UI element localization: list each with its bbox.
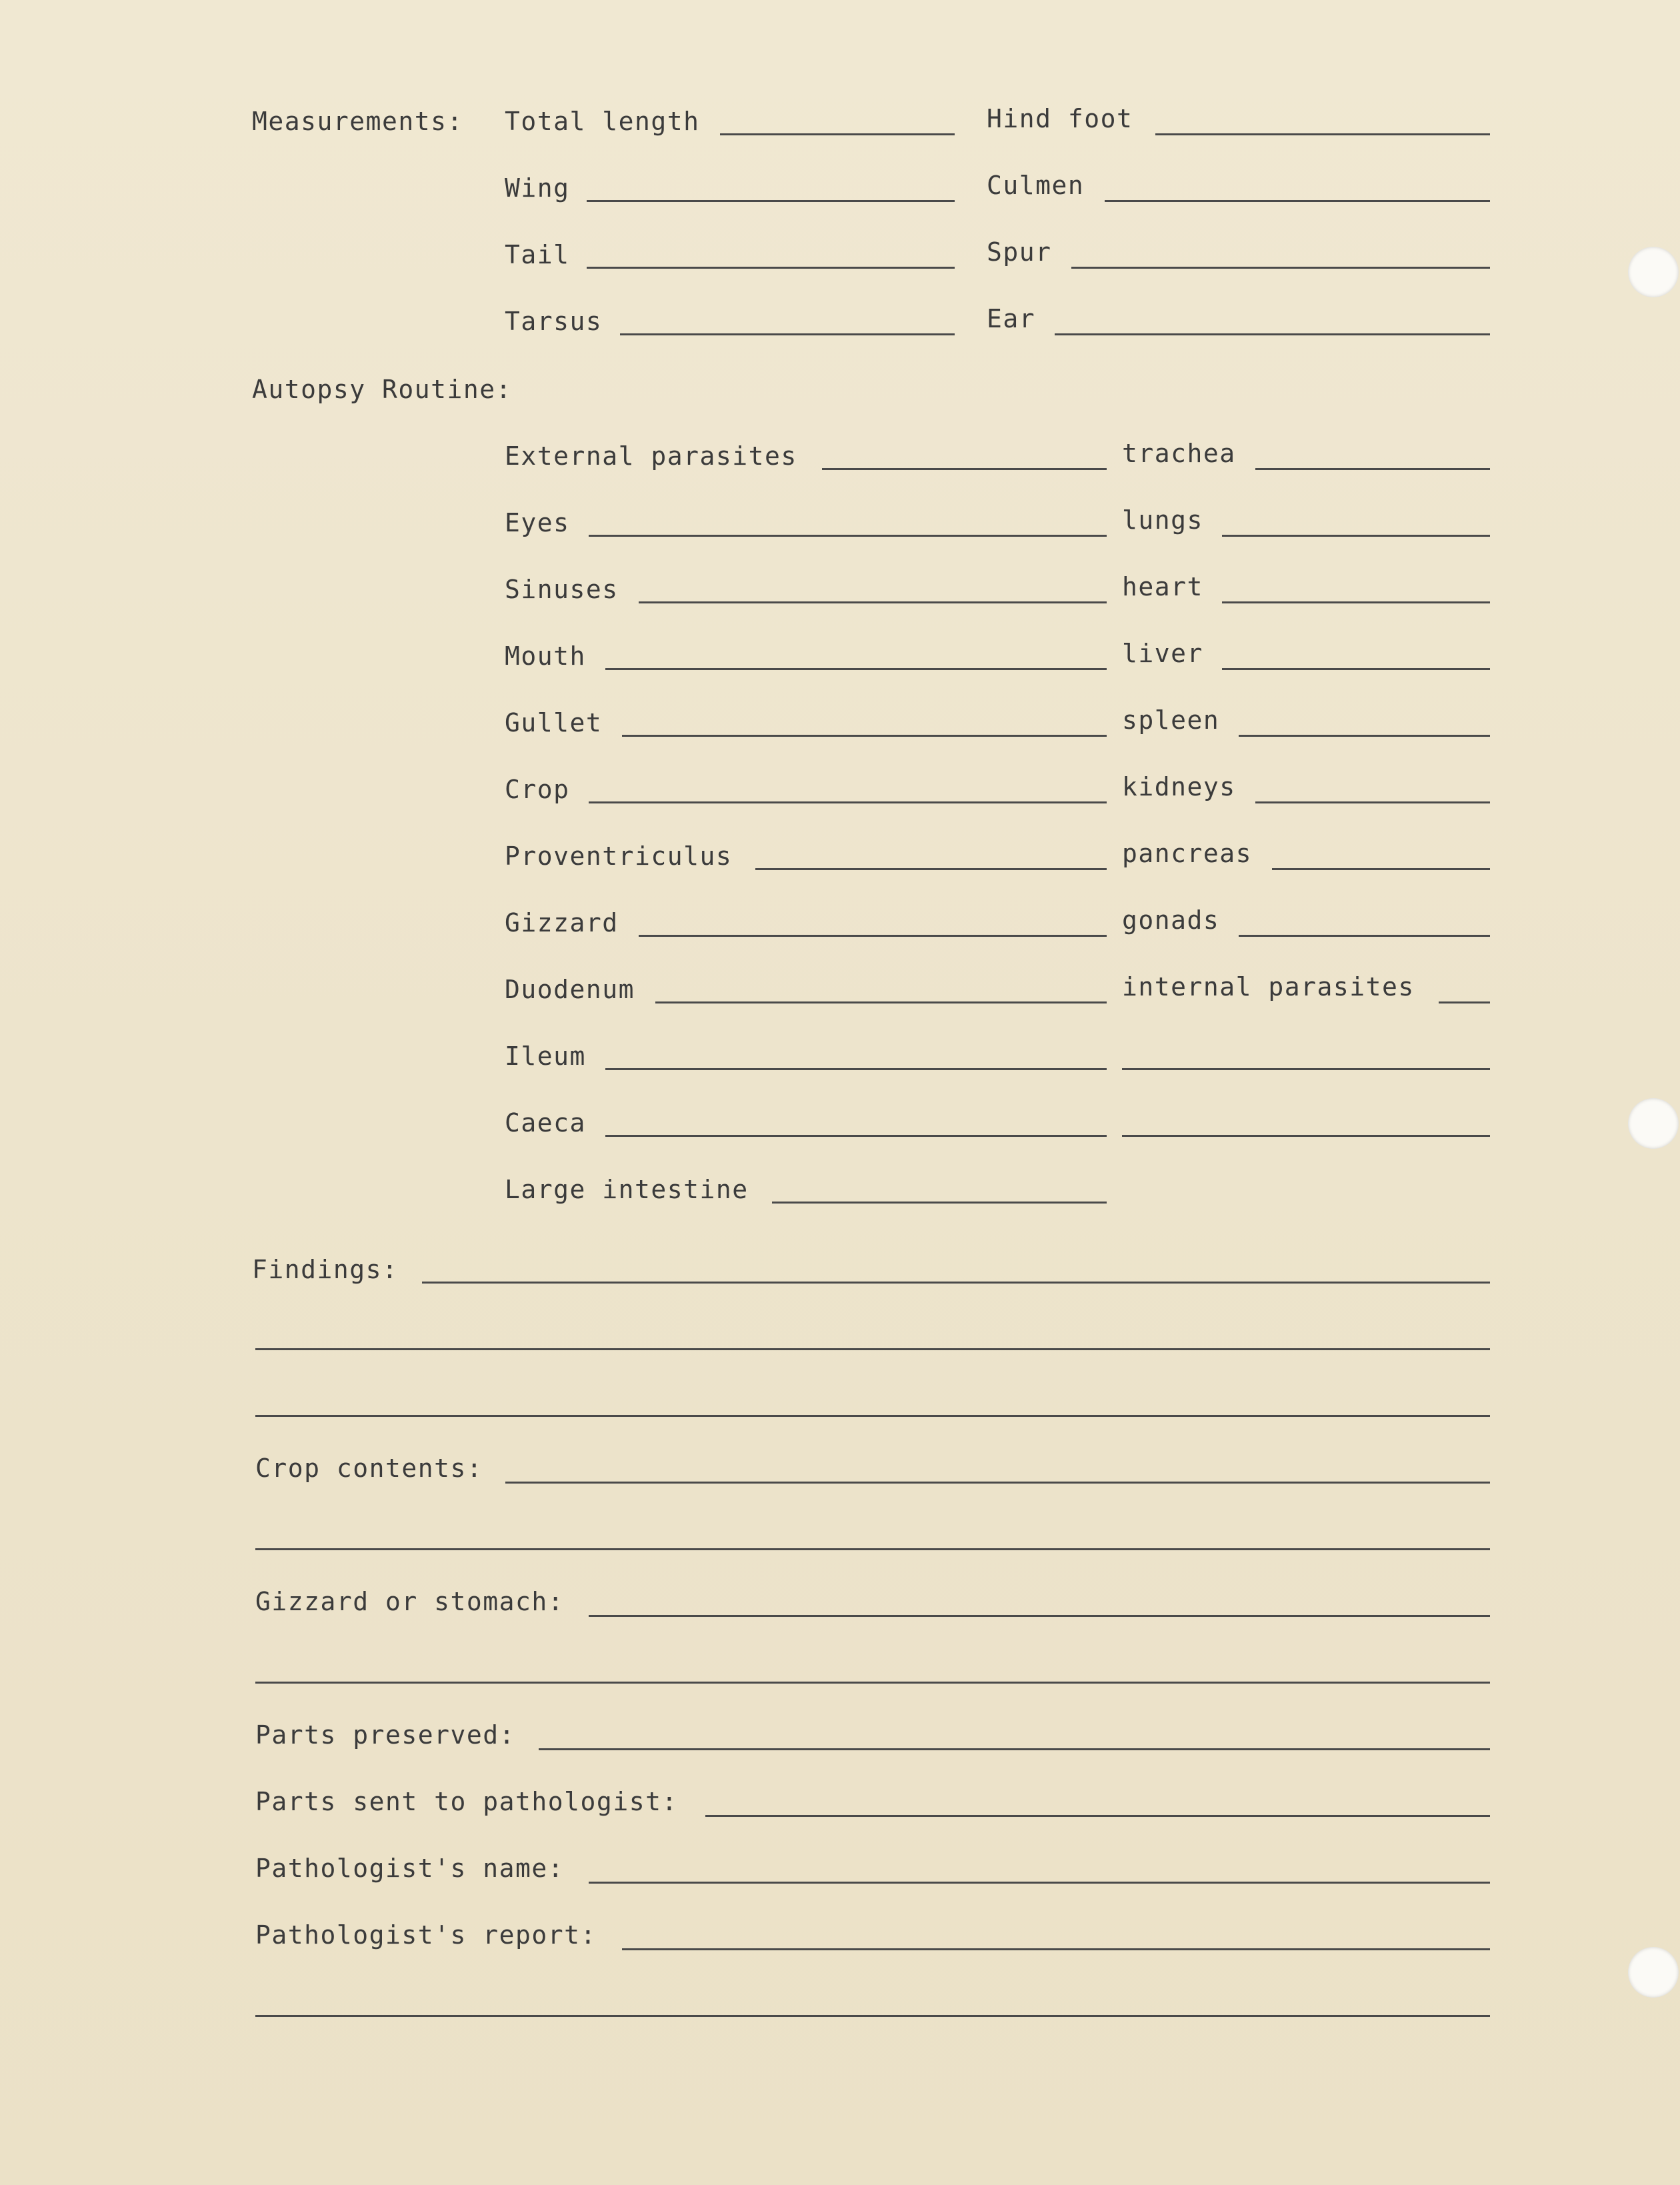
- field-gizzard-or-stomach-2[interactable]: [255, 1682, 1490, 1684]
- label-internal-parasites: internal parasites: [1122, 972, 1415, 1001]
- field-internal-parasites-line-2[interactable]: [1122, 1068, 1490, 1070]
- label-hind-foot: Hind foot: [987, 104, 1133, 133]
- field-findings-1[interactable]: [422, 1282, 1490, 1284]
- label-sinuses: Sinuses: [505, 575, 619, 604]
- field-total-length[interactable]: [720, 133, 955, 135]
- label-heart: heart: [1122, 572, 1203, 601]
- label-duodenum: Duodenum: [505, 975, 635, 1004]
- field-gonads[interactable]: [1239, 935, 1490, 937]
- label-total-length: Total length: [505, 107, 700, 136]
- field-caeca[interactable]: [605, 1135, 1107, 1137]
- label-trachea: trachea: [1122, 439, 1236, 468]
- label-gullet: Gullet: [505, 708, 603, 737]
- field-lungs[interactable]: [1222, 535, 1490, 537]
- label-gizzard: Gizzard: [505, 908, 619, 937]
- field-tail[interactable]: [587, 267, 955, 269]
- crop-contents-label: Crop contents:: [255, 1454, 483, 1483]
- field-findings-2[interactable]: [255, 1348, 1490, 1350]
- field-eyes[interactable]: [589, 535, 1107, 537]
- field-spleen[interactable]: [1239, 735, 1490, 737]
- findings-label: Findings:: [252, 1255, 399, 1284]
- label-spleen: spleen: [1122, 705, 1220, 735]
- label-liver: liver: [1122, 639, 1203, 668]
- label-external-parasites: External parasites: [505, 441, 797, 471]
- field-mouth[interactable]: [605, 668, 1107, 670]
- field-external-parasites[interactable]: [822, 468, 1107, 470]
- gizzard-or-stomach-label: Gizzard or stomach:: [255, 1587, 565, 1616]
- field-heart[interactable]: [1222, 601, 1490, 603]
- label-spur: Spur: [987, 237, 1052, 267]
- field-kidneys[interactable]: [1255, 801, 1490, 803]
- field-crop-contents-2[interactable]: [255, 1548, 1490, 1550]
- field-proventriculus[interactable]: [755, 868, 1107, 870]
- punch-hole-middle: [1628, 1098, 1679, 1149]
- label-mouth: Mouth: [505, 641, 586, 671]
- punch-hole-bottom: [1628, 1947, 1679, 1998]
- parts-preserved-label: Parts preserved:: [255, 1720, 516, 1750]
- field-crop[interactable]: [589, 801, 1107, 803]
- field-findings-3[interactable]: [255, 1415, 1490, 1417]
- punch-hole-top: [1628, 247, 1679, 297]
- field-parts-preserved[interactable]: [539, 1748, 1490, 1750]
- label-crop: Crop: [505, 775, 570, 804]
- field-ear[interactable]: [1055, 333, 1490, 335]
- field-liver[interactable]: [1222, 668, 1490, 670]
- label-ileum: Ileum: [505, 1041, 586, 1071]
- field-pancreas[interactable]: [1272, 868, 1490, 870]
- parts-sent-label: Parts sent to pathologist:: [255, 1787, 678, 1816]
- label-culmen: Culmen: [987, 171, 1085, 200]
- field-parts-sent[interactable]: [705, 1815, 1490, 1817]
- field-large-intestine[interactable]: [772, 1202, 1107, 1204]
- measurements-heading: Measurements:: [252, 107, 463, 136]
- label-ear: Ear: [987, 304, 1036, 333]
- field-duodenum[interactable]: [655, 1001, 1107, 1003]
- field-culmen[interactable]: [1105, 200, 1490, 202]
- field-crop-contents-1[interactable]: [505, 1482, 1490, 1484]
- field-internal-parasites[interactable]: [1439, 1001, 1490, 1003]
- field-pathologist-report-2[interactable]: [255, 2015, 1490, 2017]
- field-wing[interactable]: [587, 200, 955, 202]
- label-proventriculus: Proventriculus: [505, 841, 733, 871]
- label-large-intestine: Large intestine: [505, 1175, 749, 1204]
- label-tarsus: Tarsus: [505, 307, 603, 336]
- field-gizzard[interactable]: [639, 935, 1107, 937]
- label-tail: Tail: [505, 240, 570, 269]
- field-pathologist-report-1[interactable]: [622, 1948, 1490, 1950]
- label-gonads: gonads: [1122, 905, 1220, 935]
- field-gizzard-or-stomach-1[interactable]: [589, 1615, 1490, 1617]
- field-internal-parasites-line-3[interactable]: [1122, 1135, 1490, 1137]
- pathologist-name-label: Pathologist's name:: [255, 1854, 565, 1883]
- label-eyes: Eyes: [505, 508, 570, 537]
- field-pathologist-name[interactable]: [589, 1882, 1490, 1884]
- field-hind-foot[interactable]: [1155, 133, 1490, 135]
- label-pancreas: pancreas: [1122, 839, 1253, 868]
- autopsy-heading: Autopsy Routine:: [252, 375, 513, 404]
- field-gullet[interactable]: [622, 735, 1107, 737]
- label-kidneys: kidneys: [1122, 772, 1236, 801]
- field-trachea[interactable]: [1255, 468, 1490, 470]
- field-sinuses[interactable]: [639, 601, 1107, 603]
- field-tarsus[interactable]: [620, 333, 955, 335]
- field-spur[interactable]: [1071, 267, 1490, 269]
- label-wing: Wing: [505, 173, 570, 203]
- pathologist-report-label: Pathologist's report:: [255, 1920, 597, 1950]
- label-caeca: Caeca: [505, 1108, 586, 1138]
- label-lungs: lungs: [1122, 505, 1203, 535]
- field-ileum[interactable]: [605, 1068, 1107, 1070]
